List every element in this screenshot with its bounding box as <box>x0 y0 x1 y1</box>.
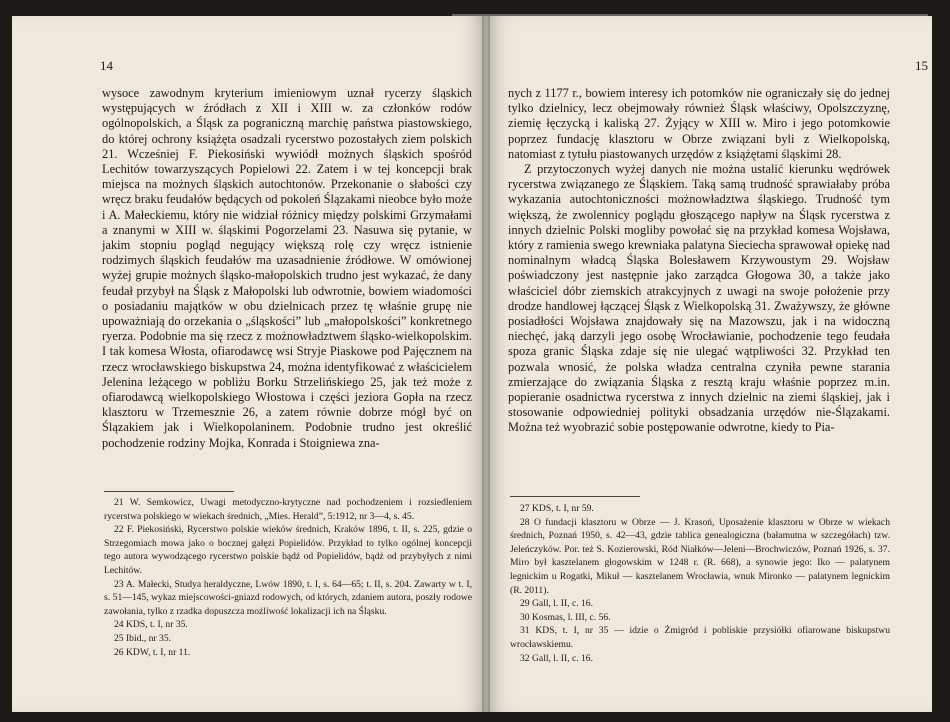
page-number: 15 <box>915 58 928 73</box>
left-page <box>12 16 486 712</box>
footnote: 25 Ibid., nr 35. <box>114 632 172 644</box>
footnote: 22 F. Piekosiński, Rycerstwo polskie wieków średnich, Kraków 1896, t. II, s. 225, gdzie o Strzegomiach mowa jako o bocznej gałęzi Popielidów. Przykład to tylko ogólnej koncepcji tego autora wywodzącego rycerstwo polskie bądź od Popielidów, bądź od przybyłych z nimi Lechitów. <box>104 524 472 576</box>
footnote: 23 A. Małecki, Studya heraldyczne, Lwów 1890, t. I, s. 64—65; t. II, s. 204. Zawarty w t. I, s. 51—145, wykaz miejscowości-gniazd rodowych, od których, zdaniem autora, poszły rodowe zawołania, tylko z rzadka dopuszcza możliwość lokalizacji ich na Śląsku. <box>104 578 472 617</box>
paragraph: Z przytoczonych wyżej danych nie można ustalić kierunku wędrówek rycerstwa związanego ze Śląskiem. Taką samą trudność sprawiałaby próba wykazania autochtoniczności możnowładztwa śląskiego. Trudność tym większą, że zwolennicy poglądu głoszącego napływ na Śląsk rycerstwa z innych dzielnic Polski mogliby powołać się na przykład komesa Wojsława, który z ramienia swego krewniaka palatyna Sieciecha sprawował opiekę nad nominalnym władcą Śląska Bolesławem Krzywoustym 29. Wojsław poświadczony jest następnie jako zarządca Głogowa 30, a także jako właściciel dóbr ziemskich atrakcyjnych z uwagi na swoje położenie przy drodze handlowej łączącej Śląsk z Wielkopolską 31. Zważywszy, że główne posiadłości Wojsława znajdowały się na Mazowszu, jak i na widoczną niechęć, jaką darzyli jego osobę Wrocławianie, pochodzenie tego feudała spoza granic Śląska zdaje się nie ulegać wątpliwości 32. Przykład ten pozwala wnosić, że polska władza centralna czyniła pewne starania zmierzające do związania Śląska z resztą kraju właśnie poprzez m.in. popieranie osadnictwa rycerstwa z innych dzielnic na ziemi śląskiej, jak i stosowanie odpowiedniej polityki obsadzania urzędów nie-Ślązakami. Można też wyobrazić sobie postępowanie odwrotne, kiedy to Pia- <box>508 162 890 435</box>
footnote-rule <box>510 496 640 497</box>
paragraph: nych z 1177 r., bowiem interesy ich potomków nie ograniczały się do jednej tylko dzielnicy, lecz obejmowały również Śląsk właściwy, Opolszczyznę, ziemię łęczycką i kaliską 27. Żyjący w XIII w. Miro i jego potomkowie poprzez fundację klasztoru w Obrze związani byli z Wielkopolską, natomiast z tytułu piastowanych urzędów z książętami śląskimi 28. <box>508 86 890 161</box>
footnote: 21 W. Semkowicz, Uwagi metodyczno-krytyczne nad pochodzeniem i rozsiedleniem rycerstwa polskiego w wiekach średnich, „Mies. Herald”, 5:1912, nr 3—4, s. 45. <box>104 497 472 522</box>
footnotes <box>510 502 890 665</box>
footnote-rule <box>104 491 234 492</box>
footnote: 24 KDS, t. I, nr 35. <box>114 619 188 631</box>
footnote: 31 KDS, t. I, nr 35 — idzie o Żmigród i pobliskie przysiółki ofiarowane biskupstwu wrocławskiemu. <box>510 625 890 650</box>
footnotes <box>104 496 472 659</box>
footnote: 30 Kosmas, l. III, c. 56. <box>520 611 611 623</box>
footnote: 26 KDW, t. I, nr 11. <box>114 646 191 658</box>
body-text <box>102 86 472 451</box>
body-text <box>508 86 890 436</box>
book-spine <box>482 16 490 712</box>
paragraph: wysoce zawodnym kryterium imieniowym uznał rycerzy śląskich występujących w źródłach z XII i XIII w. za członków rodów ogólnopolskich, a Śląsk za pograniczną marchię państwa piastowskiego, do której ochrony książęta osadzali rycerstwo pozostałych ziem polskich 21. Wcześniej F. Piekosiński wywiódł możnych śląskich spośród Lechitów towarzyszących Popielowi 22. Zatem i w tej koncepcji brak miejsca na możnych śląskich autochtonów. Przekonanie o słabości czy wręcz braku feudałów będących od pokoleń Ślązakami nieobce było może i A. Małeckiemu, który nie widział różnicy między polskimi Grzymałami a znanymi w XIII w. śląskimi Pogorzelami 23. Nasuwa się pytanie, w jakim stopniu pogląd negujący większą rolę czy wręcz istnienie rodzimych śląskich feudałów ma uzasadnienie źródłowe. W omówionej wyżej grupie możnych śląsko-małopolskich trudno jest wykazać, że dany feudał przybył na Śląsk z Małopolski lub odwrotnie, bowiem wiadomości o posiadaniu majątków w obu dzielnicach przez tę właśnie grupę nie upoważniają do orzekania o „śląskości” lub „małopolskości” konkretnego ryerza. Podobnie ma się rzecz z możnowładztwem śląsko-wielkopolskim. I tak komesa Włosta, ofiarodawcę wsi Stryje Piaskowe pod Pajęcznem na rzecz wrocławskiego biskupstwa 24, można identyfikować z właścicielem Jelenina leżącego w pobliżu Borku Strzelińskiego 25, jak też może z ofiarodawcą wielkopolskiego Włostowa i części jeziora Gopła na rzecz klasztoru w Trzemesznie 26, a zatem równie dobrze mógł być on Ślązakiem jak i Wielkopolaninem. Podobnie trudno jest określić pochodzenie rodziny Mojka, Konrada i Stoigniewa zna- <box>102 86 472 450</box>
footnote: 28 O fundacji klasztoru w Obrze — J. Krasoń, Uposażenie klasztoru w Obrze w wiekach średnich, Poznań 1950, s. 42—43, gdzie tablica genealogiczna (bałamutna w szczegółach) tzw. Jeleńczyków. Por. też S. Kozierowski, Ród Niałków—Jeleni—Brochwiczów, Poznań 1926, s. 37. Miro był kasztelanem głogowskim w 1248 r. (R. 668), a synowie jego: Iko — palatynem legnickim u Rogatki, Mikuł — kasztelanem Wrocławia, wnuk Mironko — palatynem legnickim (R. 2011). <box>510 516 890 596</box>
footnote: 32 Gall, l. II, c. 16. <box>520 652 594 664</box>
footnote: 27 KDS, t. I, nr 59. <box>520 503 594 514</box>
right-page <box>486 16 932 712</box>
footnote: 29 Gall, l. II, c. 16. <box>520 598 594 610</box>
page-number: 14 <box>100 58 113 73</box>
